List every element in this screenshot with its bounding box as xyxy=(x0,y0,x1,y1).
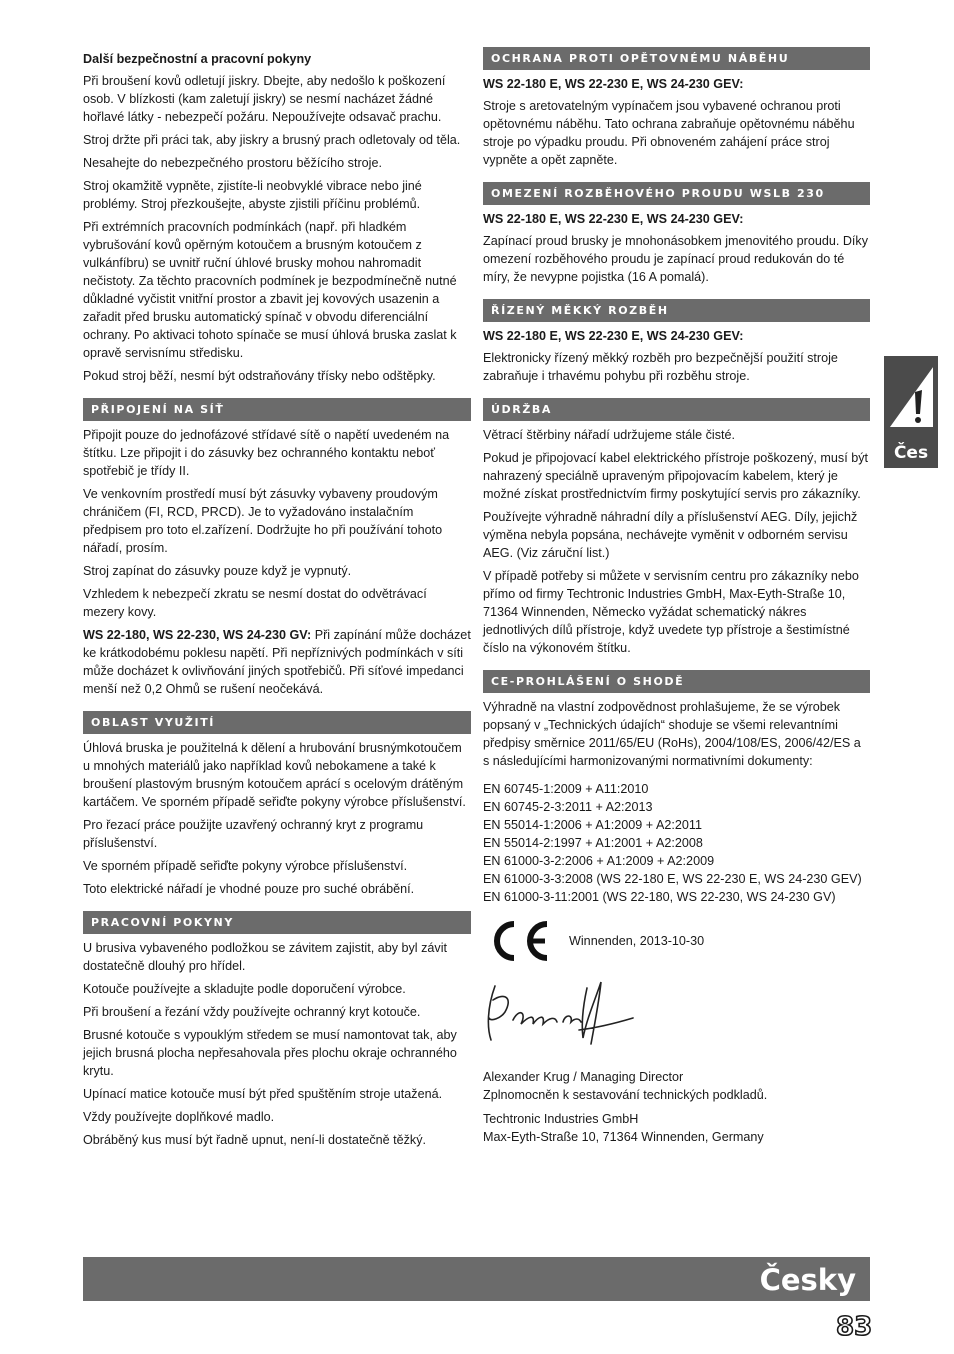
ce-mark-icon xyxy=(487,918,551,964)
work-paragraph: Při broušení a řezání vždy používejte ochranný kryt kotouče. xyxy=(83,1005,421,1019)
mains-models-paragraph xyxy=(83,626,471,698)
page-number: 83 xyxy=(836,1312,873,1342)
ce-row xyxy=(483,916,870,974)
signature xyxy=(483,978,870,1060)
intro-paragraph: Nesahejte do nebezpečného prostoru běžícího stroje. xyxy=(83,156,382,170)
section-heading-inrush: OMEZENÍ ROZBĚHOVÉHO PROUDU WSLB 230 xyxy=(483,182,870,205)
work-paragraph: Upínací matice kotouče musí být před spuštěním stroje utažená. xyxy=(83,1087,443,1101)
intro-paragraph: Pokud stroj běží, nesmí být odstraňovány třísky nebo odštěpky. xyxy=(83,369,436,383)
work-paragraph: Obráběný kus musí být řadně upnut, není-li dostatečně těžký. xyxy=(83,1133,427,1147)
standard-item: EN 55014-2:1997 + A1:2001 + A2:2008 xyxy=(483,836,703,850)
left-column xyxy=(83,50,471,1154)
work-paragraph: U brusiva vybaveného podložkou se závitem zajistit, aby byl závit dostatečně dlouhý pro hřídel. xyxy=(83,941,447,973)
standard-item: EN 55014-1:2006 + A1:2009 + A2:2011 xyxy=(483,818,702,832)
intro-title: Další bezpečnostní a pracovní pokyny xyxy=(83,52,312,66)
intro-paragraph: Při broušení kovů odletují jiskry. Dbejte, aby nedošlo k poškození osob. V blízkosti (kam zaletují jiskry) se nesmí nacházet žádné hořlavé látky - nebezpečí požáru. Nepoužívejte odsavač prachu. xyxy=(83,74,446,124)
intro-paragraph: Stroj okamžitě vypněte, zjistíte-li neobvyklé vibrace nebo jiné problémy. Stroj přezkoušejte, abyste zjistili příčinu problémů. xyxy=(83,179,422,211)
maintenance-paragraph: Pokud je připojovací kabel elektrického přístroje poškozený, musí být nahrazený speciálně upraveným připojovacím kabelem, který je možné získat prostřednictvím firmy poskytující servis pro zákazníky. xyxy=(483,451,869,501)
section-heading-ce: CE-PROHLÁŠENÍ O SHODĚ xyxy=(483,670,870,693)
mains-paragraph: Připojit pouze do jednofázové střídavé sítě o napětí uvedeném na štítku. Lze připojit i do zásuvky bez ochranného kontaktu neboť spotřebič je třídy II. xyxy=(83,428,450,478)
section-heading-use: OBLAST VYUŽITÍ xyxy=(83,711,471,734)
kickback-models: WS 22-180 E, WS 22-230 E, WS 24-230 GEV: xyxy=(483,77,744,91)
section-heading-maintenance: ÚDRŽBA xyxy=(483,398,870,421)
standard-item: EN 61000-3-2:2006 + A1:2009 + A2:2009 xyxy=(483,854,715,868)
maintenance-paragraph: Používejte výhradně náhradní díly a příslušenství AEG. Díly, jejichž výměna nebyla popsána, nechávejte vyměnit v odborném servisu AEG. (Viz záruční list.) xyxy=(483,510,858,560)
inrush-text: Zapínací proud brusky je mnohonásobkem jmenovitého proudu. Díky omezení rozběhového proudu je zapínací proud redukován do té míry, že nevypne pojistka (16 A pomalá). xyxy=(483,234,869,284)
right-column xyxy=(483,50,870,1151)
mains-paragraph: Ve venkovním prostředí musí být zásuvky vybaveny proudovým chráničem (FI, RCD, PRCD). Je to vyžadováno instalačním předpisem pro toto el.zařízení. Dodržujte ho při používání tohoto nářadí, prosím. xyxy=(83,487,443,555)
maintenance-paragraph: V případě potřeby si můžete v servisním centru pro zákazníky nebo přímo od firmy Techtronic Industries GmbH, Max-Eyth-Straße 10, 71364 Winnenden, Německo vyžádat schematický nákres jednotlivých dílů přístroje, když uvedete typ přístroje a šestimístné číslo na výkonovém štítku. xyxy=(483,569,859,655)
mains-paragraph: Vzhledem k nebezpečí zkratu se nesmí dostat do odvětrávací mezery kovy. xyxy=(83,587,427,619)
use-paragraph: Úhlová bruska je použitelná k dělení a hrubování brusnýmkotoučem u mnohých materiálů jako například kovů nebokamene a také k broušení plastovým brusným kotoučem aprácí s ocelovým drátěným kartáčem. Ve sporném případě seřiďte pokyny výrobce příslušenství. xyxy=(83,741,466,809)
standard-item: EN 61000-3-11:2001 (WS 22-180, WS 22-230, WS 24-230 GV) xyxy=(483,890,836,904)
place-date: Winnenden, 2013-10-30 xyxy=(569,934,705,948)
footer-language: Česky xyxy=(759,1263,856,1297)
use-paragraph: Toto elektrické nářadí je vhodné pouze pro suché obrábění. xyxy=(83,882,415,896)
maintenance-paragraph: Větrací štěrbiny nářadí udržujeme stále čisté. xyxy=(483,428,735,442)
section-heading-softstart: ŘÍZENÝ MĚKKÝ ROZBĚH xyxy=(483,299,870,322)
signature-drawing xyxy=(483,978,653,1060)
side-tab-label: Čes xyxy=(893,443,929,463)
mains-models-text: Při zapínání může docházet ke krátkodobému poklesu napětí. Při nepříznivých podmínkách v síti může docházet k ovlivňování jiných spotřebičů. Při síťové impedanci menší než 0,2 Ohmů se rušení neočekává. xyxy=(83,628,471,696)
standard-item: EN 61000-3-3:2008 (WS 22-180 E, WS 22-230 E, WS 24-230 GEV) xyxy=(483,872,862,886)
work-paragraph: Kotouče používejte a skladujte podle doporučení výrobce. xyxy=(83,982,406,996)
language-side-tab xyxy=(884,356,938,468)
footer-language-bar xyxy=(83,1257,870,1301)
section-heading-work: PRACOVNÍ POKYNY xyxy=(83,911,471,934)
mains-models-label: WS 22-180, WS 22-230, WS 24-230 GV: xyxy=(83,628,312,642)
inrush-models: WS 22-180 E, WS 22-230 E, WS 24-230 GEV: xyxy=(483,212,744,226)
standard-item: EN 60745-2-3:2011 + A2:2013 xyxy=(483,800,653,814)
company-address: Max-Eyth-Straße 10, 71364 Winnenden, Germany xyxy=(483,1130,764,1144)
kickback-text: Stroje s aretovatelným vypínačem jsou vybavené ochranou proti opětovnému náběhu. Tato ochrana zabraňuje opětovnému náběhu stroje po výpadku proudu. Při obnoveném zahájení práce stroj vypněte a opět zapněte. xyxy=(483,99,855,167)
warning-icon xyxy=(884,358,938,438)
work-paragraph: Brusné kotouče s vypouklým středem se musí namontovat tak, aby jejich brusná plocha nepřesahovala přes plochu okraje ochranného krytu. xyxy=(83,1028,457,1078)
signer-role: Zplnomocněn k sestavování technických podkladů. xyxy=(483,1088,768,1102)
softstart-models: WS 22-180 E, WS 22-230 E, WS 24-230 GEV: xyxy=(483,329,744,343)
intro-paragraph: Stroj držte při práci tak, aby jiskry a brusný prach odletovaly od těla. xyxy=(83,133,461,147)
company-block xyxy=(483,1110,870,1146)
softstart-text: Elektronicky řízený měkký rozběh pro bezpečnější použití stroje zabraňuje i trhavému pohybu při rozběhu stroje. xyxy=(483,351,838,383)
signer-name: Alexander Krug / Managing Director Zplnomocněn k sestavování technických podkladů. xyxy=(483,1070,768,1102)
company-name: Techtronic Industries GmbH xyxy=(483,1112,639,1126)
use-paragraph: Ve sporném případě seřiďte pokyny výrobce příslušenství. xyxy=(83,859,408,873)
section-heading-mains: PŘIPOJENÍ NA SÍŤ xyxy=(83,398,471,421)
intro-paragraph: Při extrémních pracovních podmínkách (např. při hladkém vybrušování kovů opěrným kotoučem a brusným kotoučem z vulkánfíbru) se uvnitř ruční úhlové brusky mohou nahromadit nečistoty. Za těchto pracovních podmínek je bezpodmínečně nutné důkladné vyčistit vnitřní prostor a zbavit jej kovových usazenin a zařadit před brusku automatický spínač v obvodu diferenciální ochrany. Po aktivaci tohoto spínače se musí úhlová bruska zaslat k opravě servisnímu středisku. xyxy=(83,220,457,360)
standards-list xyxy=(483,780,870,906)
work-paragraph: Vždy používejte doplňkové madlo. xyxy=(83,1110,275,1124)
ce-declaration-text: Výhradně na vlastní zodpovědnost prohlašujeme, že se výrobek popsaný v „Technických údajích“ shoduje se všemi relevantními předpisy směrnice 2011/65/EU (RoHs), 2004/108/ES, 2006/42/ES a s následujícími harmonizovanými normativními dokumenty: xyxy=(483,700,861,768)
use-paragraph: Pro řezací práce použijte uzavřený ochranný kryt z programu příslušenství. xyxy=(83,818,424,850)
mains-paragraph: Stroj zapínat do zásuvky pouze když je vypnutý. xyxy=(83,564,352,578)
section-heading-kickback: OCHRANA PROTI OPĚTOVNÉMU NÁBĚHU xyxy=(483,47,870,70)
standard-item: EN 60745-1:2009 + A11:2010 xyxy=(483,782,649,796)
